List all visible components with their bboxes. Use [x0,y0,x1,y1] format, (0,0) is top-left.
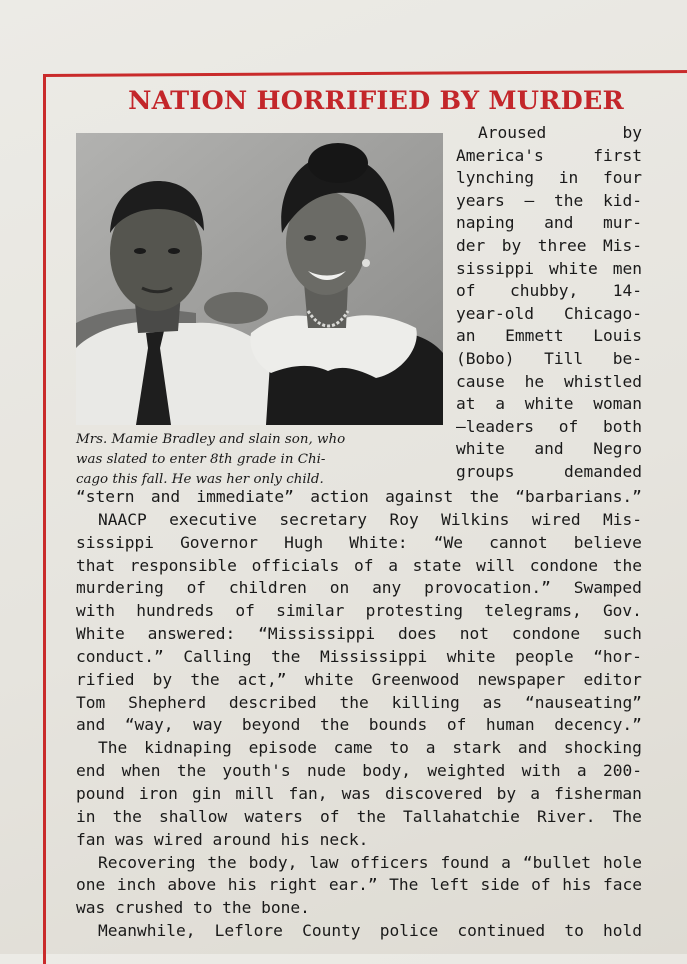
caption-line: was slated to enter 8th grade in Chi- [76,452,326,467]
text-line: Recovering the body, law officers found a “bullet hole [98,852,642,872]
text-line: —leaders of both [456,416,642,436]
text-line: sissippi white men [456,258,642,278]
text-line: groups demanded [456,461,642,481]
text-line: conduct.” Calling the Mississippi white people “hor- [76,646,642,666]
text-line: cause he whistled [456,371,642,391]
text-line: was crushed to the bone. [76,898,310,918]
photo-caption [76,430,448,490]
text-line: years — the kid- [456,190,642,210]
text-line: and “way, way beyond the bounds of human decency.” [76,715,642,735]
text-line: “stern and immediate” action against the “barbarians.” [76,487,642,506]
text-line: lynching in four [456,168,642,188]
text-line: White answered: “Mississippi does not condone such [76,624,642,644]
text-line: with hundreds of similar protesting telegrams, Gov. [76,601,642,621]
text-line: that responsible officials of a state will condone the [76,555,642,575]
text-line: of chubby, 14- [456,281,642,301]
photo-illustration [76,133,443,425]
text-line: naping and mur- [456,213,642,233]
article-right-column [456,122,642,484]
text-line: an Emmett Louis [456,326,642,346]
text-line: der by three Mis- [456,235,642,255]
text-line: (Bobo) Till be- [456,348,642,368]
text-line: sissippi Governor Hugh White: “We cannot believe [76,532,642,552]
text-line: NAACP executive secretary Roy Wilkins wired Mis- [98,509,642,529]
text-line: rified by the act,” white Greenwood newspaper editor [76,669,642,689]
text-line: at a white woman [456,394,642,414]
text-line: fan was wired around his neck. [76,829,369,849]
article-headline: NATION HORRIFIED BY MURDER [128,86,624,116]
text-line: America's first [456,145,642,165]
text-line: white and Negro [456,439,642,459]
text-line: Meanwhile, Leflore County police continued to hold [98,921,642,941]
text-line: year-old Chicago- [456,303,642,323]
text-line: end when the youth's nude body, weighted with a 200- [76,761,642,781]
text-line: Tom Shepherd described the killing as “nauseating” [76,692,642,712]
article-photo [76,133,443,425]
text-line: in the shallow waters of the Tallahatchie River. The [76,806,642,826]
text-line: one inch above his right ear.” The left side of his face [76,875,642,895]
text-line: murdering of children on any provocation.” Swamped [76,578,642,598]
text-line: The kidnaping episode came to a stark and shocking [98,738,642,758]
caption-line: Mrs. Mamie Bradley and slain son, who [76,432,346,447]
text-line: Aroused by [478,123,642,142]
text-line: pound iron gin mill fan, was discovered by a fisherman [76,783,642,803]
caption-line: cago this fall. He was her only child. [76,472,324,487]
article-body [76,486,642,943]
red-frame-left-rule [43,74,46,964]
red-frame-top-rule [43,70,687,77]
